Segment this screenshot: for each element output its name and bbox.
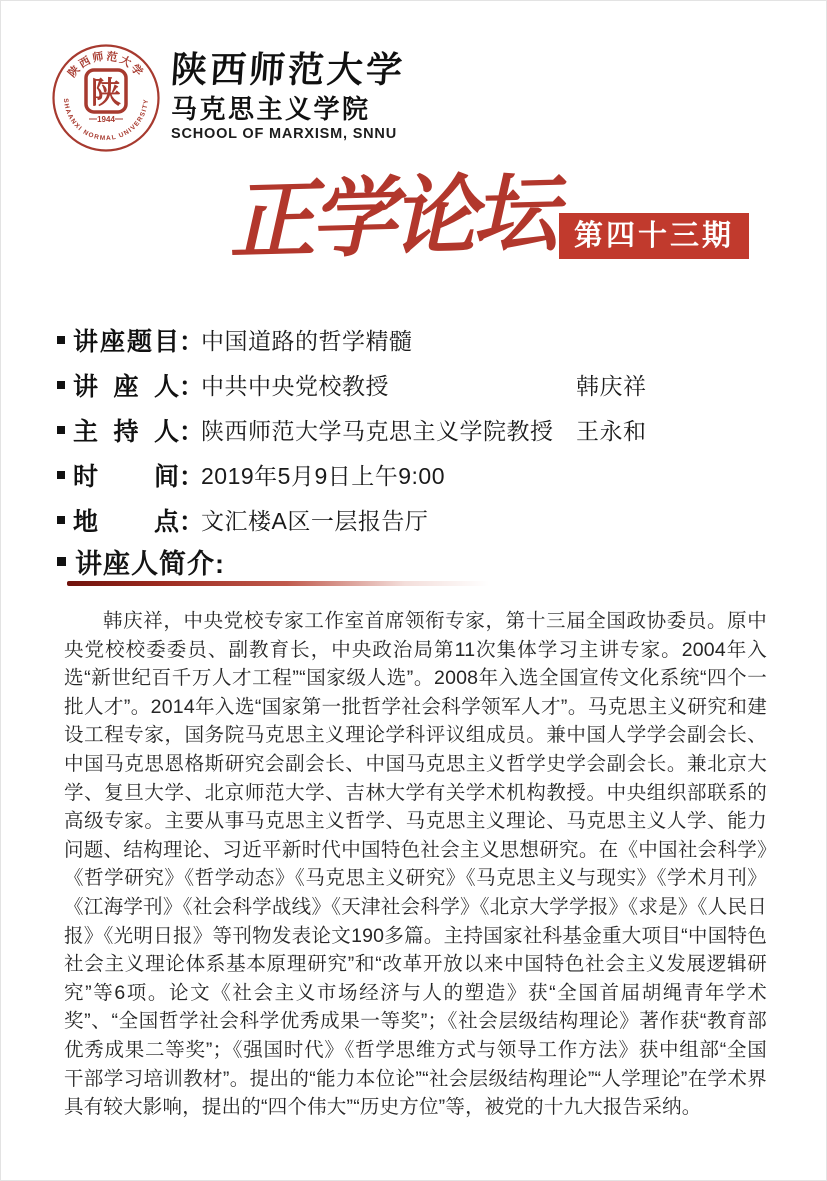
seal-arc-bottom-text: SHAANXI NORMAL UNIVERSITY bbox=[61, 98, 151, 143]
info-colon: ： bbox=[179, 327, 205, 356]
seal-arc-top-text: 陕西师范大学 bbox=[65, 49, 147, 80]
bullet-square-icon bbox=[57, 471, 65, 479]
bullet-square-icon bbox=[57, 557, 66, 566]
info-label: 主持人 bbox=[73, 417, 179, 446]
info-label: 时间 bbox=[73, 462, 179, 491]
info-row-host bbox=[57, 407, 777, 452]
host-name: 王永和 bbox=[576, 418, 647, 444]
bio-section-header bbox=[57, 542, 225, 581]
info-colon: ： bbox=[179, 507, 205, 536]
info-label: 讲座题目 bbox=[73, 327, 179, 356]
info-label: 地点 bbox=[73, 507, 179, 536]
forum-title-calligraphy: 正学论坛 bbox=[227, 162, 555, 273]
bullet-square-icon bbox=[57, 516, 65, 524]
info-label: 讲座人 bbox=[73, 372, 179, 401]
bullet-square-icon bbox=[57, 426, 65, 434]
school-name-en: SCHOOL OF MARXISM, SNNU bbox=[171, 126, 397, 142]
lecture-info-list bbox=[57, 317, 777, 542]
university-seal-icon bbox=[51, 43, 161, 153]
bio-heading: 讲座人简介: bbox=[75, 549, 225, 579]
info-colon: ： bbox=[179, 372, 205, 401]
info-value: 陕西师范大学马克思主义学院教授 bbox=[201, 418, 554, 444]
seal-year-text: 1944 bbox=[97, 115, 115, 124]
info-value: 中国道路的哲学精髓 bbox=[201, 328, 413, 354]
university-logo bbox=[51, 43, 405, 153]
info-value: 中共中央党校教授 bbox=[201, 373, 389, 399]
university-name-calligraphy: 陕西师范大学 bbox=[169, 49, 407, 91]
issue-number-badge: 第四十三期 bbox=[559, 213, 749, 259]
speaker-name: 韩庆祥 bbox=[576, 373, 647, 399]
speaker-bio-paragraph: 韩庆祥，中央党校专家工作室首席领衔专家，第十三届全国政协委员。原中央党校校委委员、副教育长，中央政治局第11次集体学习主讲专家。2004年入选“新世纪百千万人才工程”“国家级人选”。2008年入选全国宣传文化系统“四个一批人才”。2014年入选“国家第一批哲学社会科学领军人才”。马克思主义研究和建设工程专家，国务院马克思主义理论学科评议组成员。兼中国人学学会副会长、中国马克思恩格斯研究会副会长、中国马克思主义哲学史学会副会长。兼北京大学、复旦大学、北京师范大学、吉林大学有关学术机构教授。中央组织部联系的高级专家。主要从事马克思主义哲学、马克思主义理论、马克思主义人学、能力问题、结构理论、习近平新时代中国特色社会主义思想研究。在《中国社会科学》《哲学研究》《哲学动态》《马克思主义研究》《马克思主义与现实》《学术月刊》《江海学刊》《社会科学战线》《天津社会科学》《北京大学学报》《求是》《人民日报》《光明日报》等刊物发表论文190多篇。主持国家社科基金重大项目“中国特色社会主义理论体系基本原理研究”和“改革开放以来中国特色社会主义发展逻辑研究”等6项。论文《社会主义市场经济与人的塑造》获“全国首届胡绳青年学术奖”、“全国哲学社会科学优秀成果一等奖”；《社会层级结构理论》著作获“教育部优秀成果二等奖”；《强国时代》《哲学思维方式与领导工作方法》获中组部“全国干部学习培训教材”。提出的“能力本位论”“社会层级结构理论”“人学理论”在学术界具有较大影响，提出的“四个伟大”“历史方位”等，被党的十九大报告采纳。 bbox=[64, 610, 767, 1119]
info-colon: ： bbox=[179, 417, 205, 446]
red-gradient-divider bbox=[67, 581, 489, 586]
school-name-cn: 马克思主义学院 bbox=[171, 94, 371, 124]
info-row-topic bbox=[57, 317, 777, 362]
info-row-speaker bbox=[57, 362, 777, 407]
info-value: 文汇楼A区一层报告厅 bbox=[201, 508, 429, 534]
info-value: 2019年5月9日上午9:00 bbox=[201, 463, 446, 489]
bullet-square-icon bbox=[57, 381, 65, 389]
info-colon: ： bbox=[179, 462, 205, 491]
bullet-square-icon bbox=[57, 336, 65, 344]
info-row-location bbox=[57, 497, 777, 542]
seal-center-char: 陕 bbox=[91, 76, 121, 111]
info-row-time bbox=[57, 452, 777, 497]
